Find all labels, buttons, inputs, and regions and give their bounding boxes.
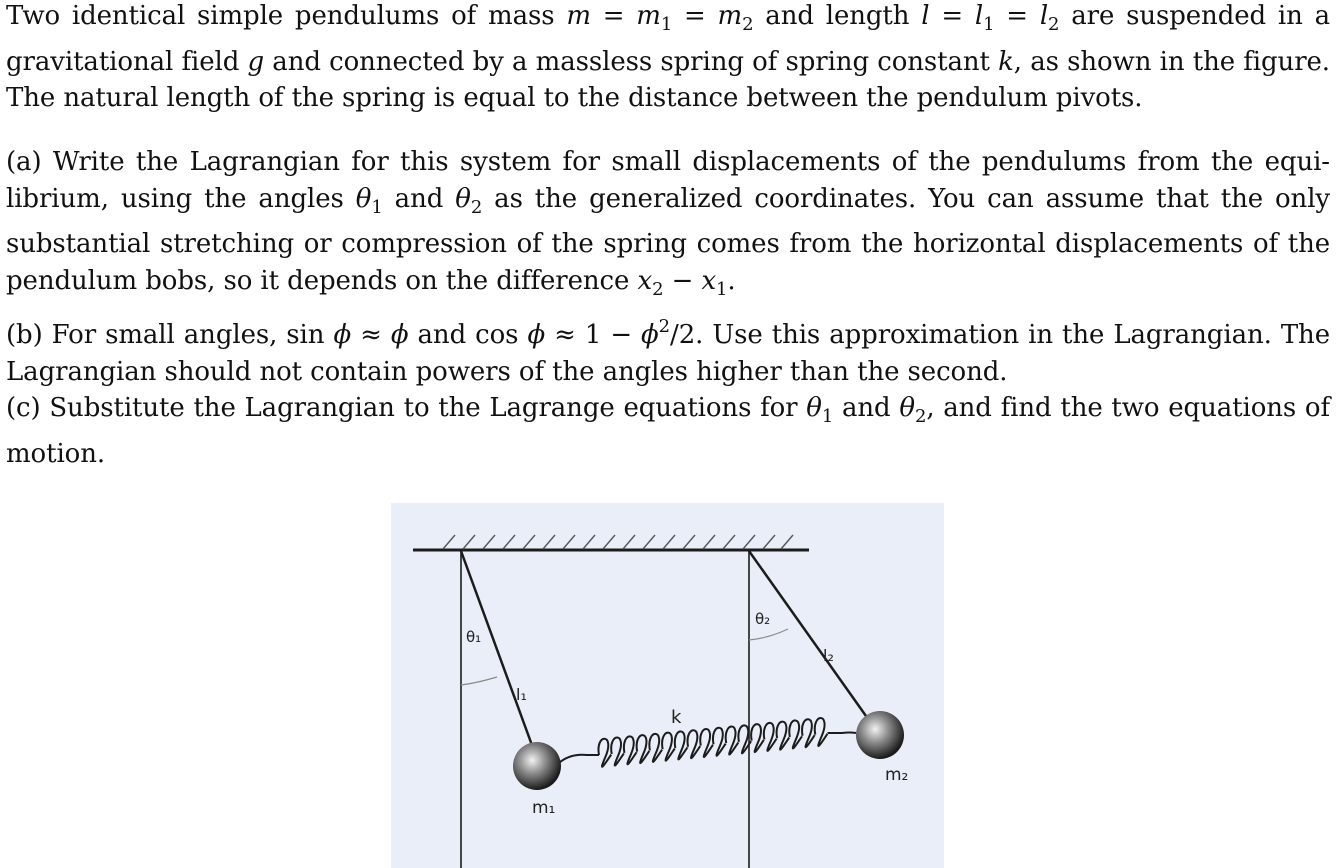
math-symbol: l	[1039, 1, 1049, 31]
ceiling-support	[413, 535, 809, 550]
math-subscript: 2	[652, 279, 664, 301]
math-superscript: 2	[658, 315, 671, 337]
math-subscript: 2	[470, 196, 483, 218]
label-m2: m₂	[885, 765, 909, 785]
label-l2: l₂	[823, 646, 834, 665]
math-symbol: θ	[806, 393, 822, 424]
math-symbol: m	[717, 1, 743, 31]
bob-m2	[856, 711, 904, 759]
part-a: (a) Write the Lagrangian for this system for small displacements of the pendulums from the equi-librium, using the angles $\theta_1$ and $\theta_2$ as the generalized coordinates. You can assume that the only substantial stretching or compression of the spring comes from the horizontal displacements of the pendulum bobs, so it depends on the difference $x_2 - x_1$.	[6, 147, 1330, 301]
math-subscript: 1	[660, 14, 673, 35]
math-symbol: θ	[355, 183, 372, 214]
pendulum-diagram	[391, 503, 944, 868]
bob-m1	[513, 742, 561, 790]
label-theta1: θ₁	[466, 628, 482, 646]
math-subscript: 2	[1048, 14, 1060, 35]
part-b: (b) For small angles, sin ϕ ≈ ϕ and $\cos \phi \approx 1 - \phi^2/2$. Use this approximation in the Lagrangian. The Lagrangian should not contain powers of the angles higher than the second.	[6, 315, 1330, 387]
math-symbol: x	[701, 266, 717, 297]
math-symbol: m	[566, 1, 591, 31]
angle-arc-1	[461, 677, 497, 685]
math-subscript: 1	[983, 14, 995, 35]
pendulum-rod-2	[749, 551, 866, 716]
label-l1: l₁	[516, 685, 527, 704]
math-symbol: ϕ	[527, 319, 546, 350]
math-symbol: x	[637, 266, 653, 297]
math-symbol: ϕ	[641, 319, 659, 350]
spring	[555, 718, 856, 767]
label-k: k	[671, 707, 682, 728]
math-symbol: k	[998, 46, 1014, 77]
math-symbol: m	[636, 1, 661, 31]
coupled-pendulum-figure	[391, 503, 944, 868]
math-symbol: g	[247, 46, 265, 77]
math-subscript: 1	[821, 406, 834, 428]
label-m1: m₁	[532, 798, 556, 818]
math-subscript: 1	[371, 196, 383, 218]
label-theta2: θ₂	[755, 610, 771, 628]
pendulum-rod-1	[461, 551, 533, 748]
math-subscript: 2	[914, 406, 927, 428]
problem-parts	[6, 144, 1330, 473]
math-symbol: ϕ	[333, 319, 352, 350]
math-symbol: θ	[899, 393, 915, 424]
math-symbol: l	[921, 1, 930, 31]
problem-intro: Two identical simple pendulums of mass $m = m_1 = m_2$ and length $l = l_1 = l_2$ are suspended in a gravitational field g and connected by a massless spring of spring constant k, as shown in the figure. The natural length of the spring is equal to the distance between the pendulum pivots.	[6, 1, 1331, 114]
math-symbol: ϕ	[390, 319, 409, 350]
math-subscript: 1	[716, 279, 728, 301]
math-subscript: 2	[742, 14, 754, 35]
math-symbol: l	[974, 1, 984, 31]
part-c: (c) Substitute the Lagrangian to the Lagrange equations for $\theta_1$ and $\theta_2$, and find the two equations of motion.	[6, 393, 1330, 469]
angle-arc-2	[749, 629, 788, 640]
math-symbol: θ	[455, 183, 471, 214]
